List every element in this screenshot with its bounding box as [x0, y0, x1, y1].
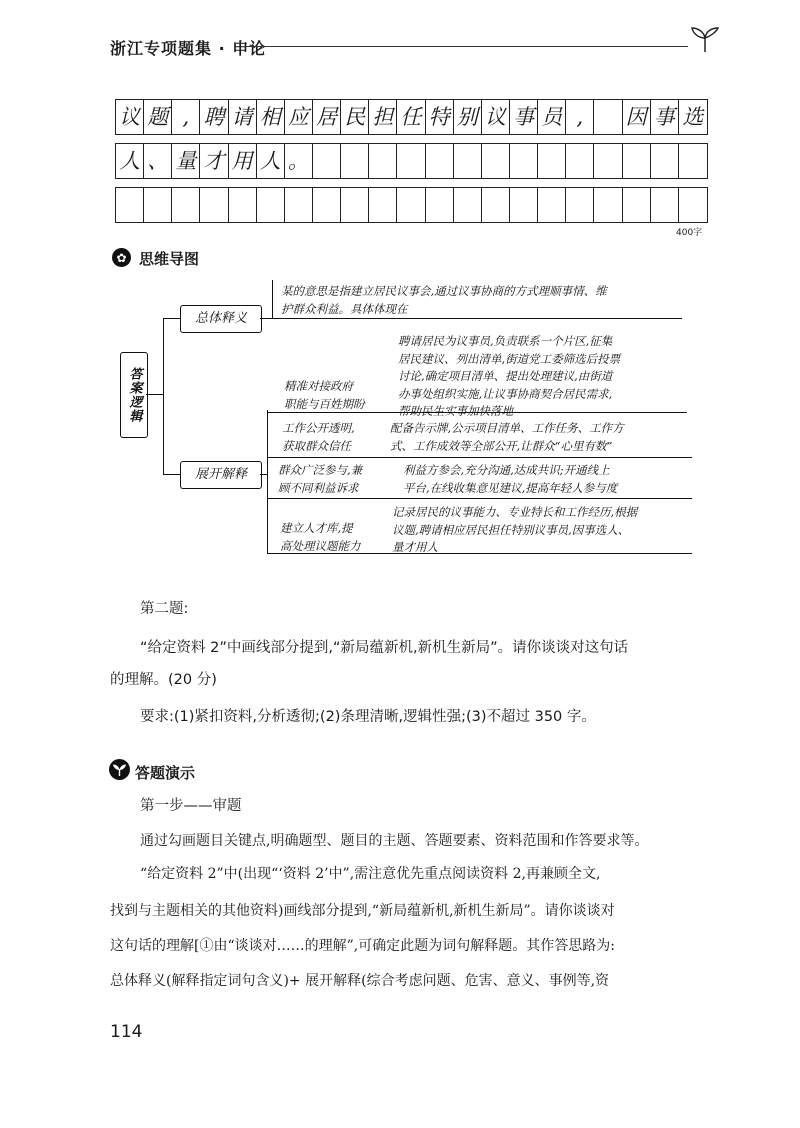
- grid-cell: [594, 188, 622, 222]
- text-line: 护群众利益。具体体现在: [281, 301, 408, 316]
- text-line: 聘请居民为议事员,负责联系一个片区,征集: [398, 334, 613, 348]
- demo-heading: 答题演示: [135, 764, 196, 782]
- grid-cell: [369, 188, 397, 222]
- text-line: 式、工作成效等全部公开,让群众“心里有数”: [390, 438, 613, 453]
- grid-cell: 应: [285, 100, 313, 134]
- item3-text: [403, 462, 617, 497]
- demo-line: 总体释义(解释指定词句含义)+ 展开解释(综合考虑问题、危害、意义、事例等,资: [110, 973, 610, 989]
- text-line: 群众广泛参与,兼: [278, 463, 363, 477]
- grid-cell: 任: [397, 100, 425, 134]
- text-line: 某的意思是指建立居民议事会,通过议事协商的方式理顺事情、维: [281, 284, 607, 298]
- grid-cell: 、: [144, 144, 172, 178]
- grid-cell: [454, 144, 482, 178]
- underline: [267, 553, 692, 554]
- grid-cell: [482, 188, 510, 222]
- sprout-icon: [109, 759, 130, 780]
- connector: [163, 318, 164, 474]
- question2-body-line1: “给定资料 2”中画线部分提到,“新局蕴新机,新机生新局”。请你谈谈对这句话: [140, 640, 629, 656]
- item3-label: [278, 462, 362, 497]
- grid-row-2: [115, 143, 708, 179]
- grid-cell: 才: [200, 144, 228, 178]
- grid-cell: [538, 188, 566, 222]
- grid-cell: 聘: [200, 100, 228, 134]
- demo-line: 通过勾画题目关键点,明确题型、题目的主题、答题要素、资料范围和作答要求等。: [140, 833, 649, 849]
- underline: [267, 412, 687, 413]
- grid-cell: [538, 144, 566, 178]
- demo-line: “给定资料 2”中(出现“‘资料 2’中”,需注意优先重点阅读资料 2,再兼顾全文,: [140, 866, 601, 882]
- grid-cell: [566, 188, 594, 222]
- branch-label: 总体释义: [194, 311, 247, 327]
- grid-cell: 因: [623, 100, 651, 134]
- grid-cell: 担: [369, 100, 397, 134]
- underline: [272, 318, 682, 319]
- grid-cell: 人: [116, 144, 144, 178]
- grid-cell: [623, 188, 651, 222]
- connector: [267, 410, 268, 553]
- grid-cell: 议: [482, 100, 510, 134]
- branch1-text: [281, 283, 607, 318]
- connector: [260, 318, 272, 319]
- text-line: 议题,聘请相应居民担任特别议事员,因事选人、: [392, 522, 630, 537]
- text-line: 帮助民生实事加快落地: [398, 404, 513, 418]
- grid-cell: [594, 100, 622, 134]
- underline: [267, 498, 692, 499]
- grid-cell: 别: [454, 100, 482, 134]
- connector: [272, 280, 273, 318]
- grid-cell: [482, 144, 510, 178]
- text-line: 利益方参会,充分沟通,达成共识;开通线上: [403, 463, 610, 477]
- underline: [267, 457, 692, 458]
- item4-label: [280, 520, 361, 555]
- grid-cell: 量: [172, 144, 200, 178]
- text-line: 记录居民的议事能力、专业特长和工作经历,根据: [392, 505, 638, 519]
- grid-cell: [172, 188, 200, 222]
- branch-label: 展开解释: [194, 467, 247, 483]
- text-line: 精准对接政府: [284, 379, 353, 393]
- grid-cell: [510, 188, 538, 222]
- item4-text: [392, 504, 637, 557]
- grid-cell: 。: [285, 144, 313, 178]
- grid-cell: [285, 188, 313, 222]
- grid-cell: 相: [257, 100, 285, 134]
- text-line: 讨论,确定项目清单、提出处理建议,由街道: [398, 369, 613, 383]
- text-line: 顾不同利益诉求: [278, 480, 359, 495]
- grid-cell: [341, 144, 369, 178]
- page-number: 114: [110, 1022, 143, 1042]
- grid-cell: [397, 144, 425, 178]
- grid-cell: [426, 188, 454, 222]
- question2-requirements: 要求:(1)紧扣资料,分析透彻;(2)条理清晰,逻辑性强;(3)不超过 350 字。: [140, 709, 596, 725]
- grid-cell: [679, 188, 707, 222]
- demo-step1: 第一步——审题: [140, 798, 242, 814]
- text-line: 建立人才库,提: [280, 521, 353, 535]
- grid-cell: 请: [229, 100, 257, 134]
- grid-cell: 特: [426, 100, 454, 134]
- grid-cell: [144, 188, 172, 222]
- grid-cell: [651, 144, 679, 178]
- grid-row-1: [115, 99, 708, 135]
- demo-line: 找到与主题相关的其他资料)画线部分提到,“新局蕴新机,新机生新局”。请你谈谈对: [110, 903, 615, 919]
- text-line: 高处理议题能力: [280, 538, 361, 553]
- grid-row-3: [115, 187, 708, 223]
- grid-cell: 选: [682, 104, 704, 129]
- grid-cell: 人: [257, 144, 285, 178]
- answer-grid: [115, 99, 708, 224]
- branch-expanded-explanation: [180, 461, 262, 489]
- grid-cell: [454, 188, 482, 222]
- mindmap-root: [120, 352, 148, 438]
- grid-cell: 民: [341, 100, 369, 134]
- grid-cell: ,: [566, 100, 594, 134]
- sprout-icon: [688, 26, 722, 54]
- text-line: 量才用人: [392, 540, 438, 554]
- mindmap-heading: 思维导图: [139, 250, 200, 268]
- grid-cell: [651, 188, 679, 222]
- grid-cell: 事: [510, 100, 538, 134]
- grid-cell: [594, 144, 622, 178]
- grid-cell: [397, 188, 425, 222]
- question2-body-line2: 的理解。(20 分): [110, 672, 217, 688]
- grid-cell: 员: [538, 100, 566, 134]
- grid-cell: 题: [144, 100, 172, 134]
- item2-text: [390, 420, 624, 455]
- grid-cell: [369, 144, 397, 178]
- grid-cell: ,: [172, 100, 200, 134]
- text-line: 平台,在线收集意见建议,提高年轻人参与度: [403, 480, 618, 495]
- grid-cell: [566, 144, 594, 178]
- grid-cell: [341, 188, 369, 222]
- header-rule: [246, 46, 688, 47]
- item2-label: [282, 420, 355, 455]
- item1-label: [284, 378, 365, 413]
- connector: [163, 318, 180, 319]
- grid-cell: 居: [313, 100, 341, 134]
- grid-cell: [510, 144, 538, 178]
- text-line: 居民建议、列出清单,街道党工委筛选后投票: [398, 351, 621, 366]
- grid-cell: [426, 144, 454, 178]
- connector: [146, 394, 163, 395]
- connector: [260, 474, 267, 475]
- text-line: 工作公开透明,: [282, 421, 355, 435]
- grid-cell: [200, 188, 228, 222]
- connector: [163, 474, 180, 475]
- text-line: 职能与百姓期盼: [284, 396, 365, 411]
- grid-cell: [313, 144, 341, 178]
- text-line: 配备告示牌,公示项目清单、工作任务、工作方: [390, 421, 624, 435]
- root-text: 答案逻辑: [126, 367, 142, 423]
- question2-title: 第二题:: [140, 601, 189, 617]
- header-title: 浙江专项题集 · 申论: [110, 39, 267, 58]
- grid-cell: [679, 144, 707, 178]
- grid-cell: 事: [651, 100, 679, 134]
- text-line: 获取群众信任: [282, 438, 351, 453]
- char-count: 400字: [676, 228, 703, 238]
- text-line: 办事处组织实施,让议事协商契合居民需求,: [398, 386, 613, 401]
- grid-cell: 用: [229, 144, 257, 178]
- item1-text: [398, 333, 620, 421]
- grid-cell: [229, 188, 257, 222]
- branch-overall-meaning: [180, 305, 262, 333]
- grid-cell: 议: [116, 100, 144, 134]
- grid-cell: [257, 188, 285, 222]
- demo-line: 这句话的理解[①由“谈谈对……的理解”,可确定此题为词句解释题。其作答思路为:: [110, 938, 615, 954]
- grid-cell: [313, 188, 341, 222]
- grid-cell: [116, 188, 144, 222]
- grid-cell: [623, 144, 651, 178]
- flower-icon: ✿: [112, 248, 131, 267]
